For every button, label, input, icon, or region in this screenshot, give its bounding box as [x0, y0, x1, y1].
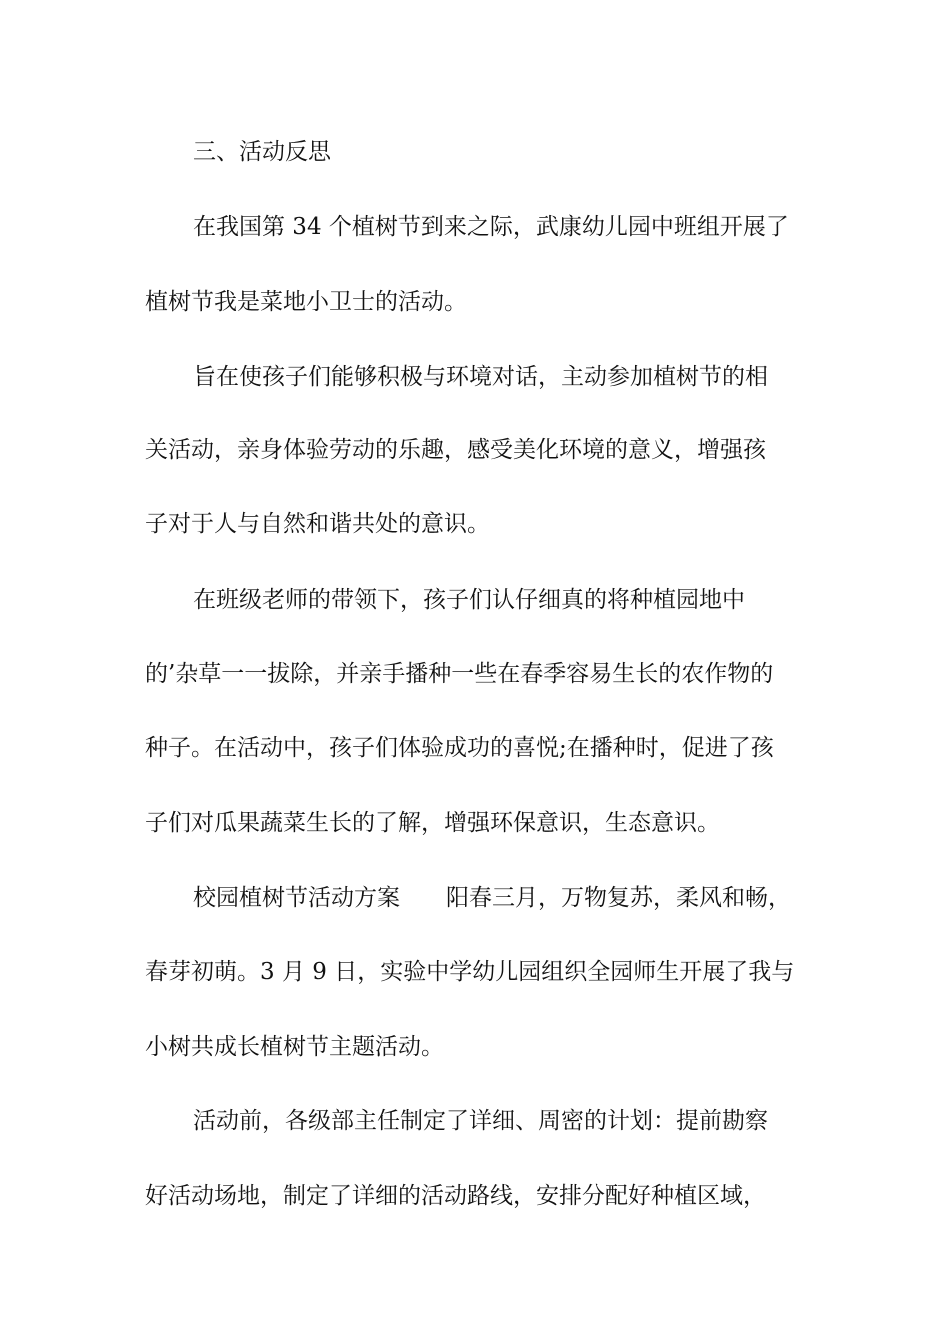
text-line: 种子。在活动中，孩子们体验成功的喜悦;在播种时，促进了孩	[145, 735, 774, 761]
text-line: 活动前，各级部主任制定了详细、周密的计划：提前勘察	[193, 1108, 768, 1134]
text-line: 子对于人与自然和谐共处的意识。	[145, 511, 490, 537]
text-line: 旨在使孩子们能够积极与环境对话，主动参加植树节的相	[193, 364, 768, 390]
text-line: 在我国第 34 个植树节到来之际，武康幼儿园中班组开展了	[193, 214, 789, 240]
text-line: 的’杂草一一拔除，并亲手播种一些在春季容易生长的农作物的	[145, 661, 774, 687]
text-line: 植树节我是菜地小卫士的活动。	[145, 289, 467, 315]
section-heading: 三、活动反思	[193, 139, 331, 165]
text-line: 春芽初萌。3 月 9 日，实验中学幼儿园组织全园师生开展了我与	[145, 959, 795, 985]
text-line: 好活动场地，制定了详细的活动路线，安排分配好种植区域，	[145, 1183, 766, 1209]
text-line: 关活动，亲身体验劳动的乐趣，感受美化环境的意义，增强孩	[145, 437, 766, 463]
text-line: 在班级老师的带领下，孩子们认仔细真的将种植园地中	[193, 587, 745, 613]
text-line: 小树共成长植树节主题活动。	[145, 1034, 444, 1060]
text-line: 校园植树节活动方案 阳春三月，万物复苏，柔风和畅，	[193, 885, 791, 911]
text-line: 子们对瓜果蔬菜生长的了解，增强环保意识，生态意识。	[145, 810, 720, 836]
